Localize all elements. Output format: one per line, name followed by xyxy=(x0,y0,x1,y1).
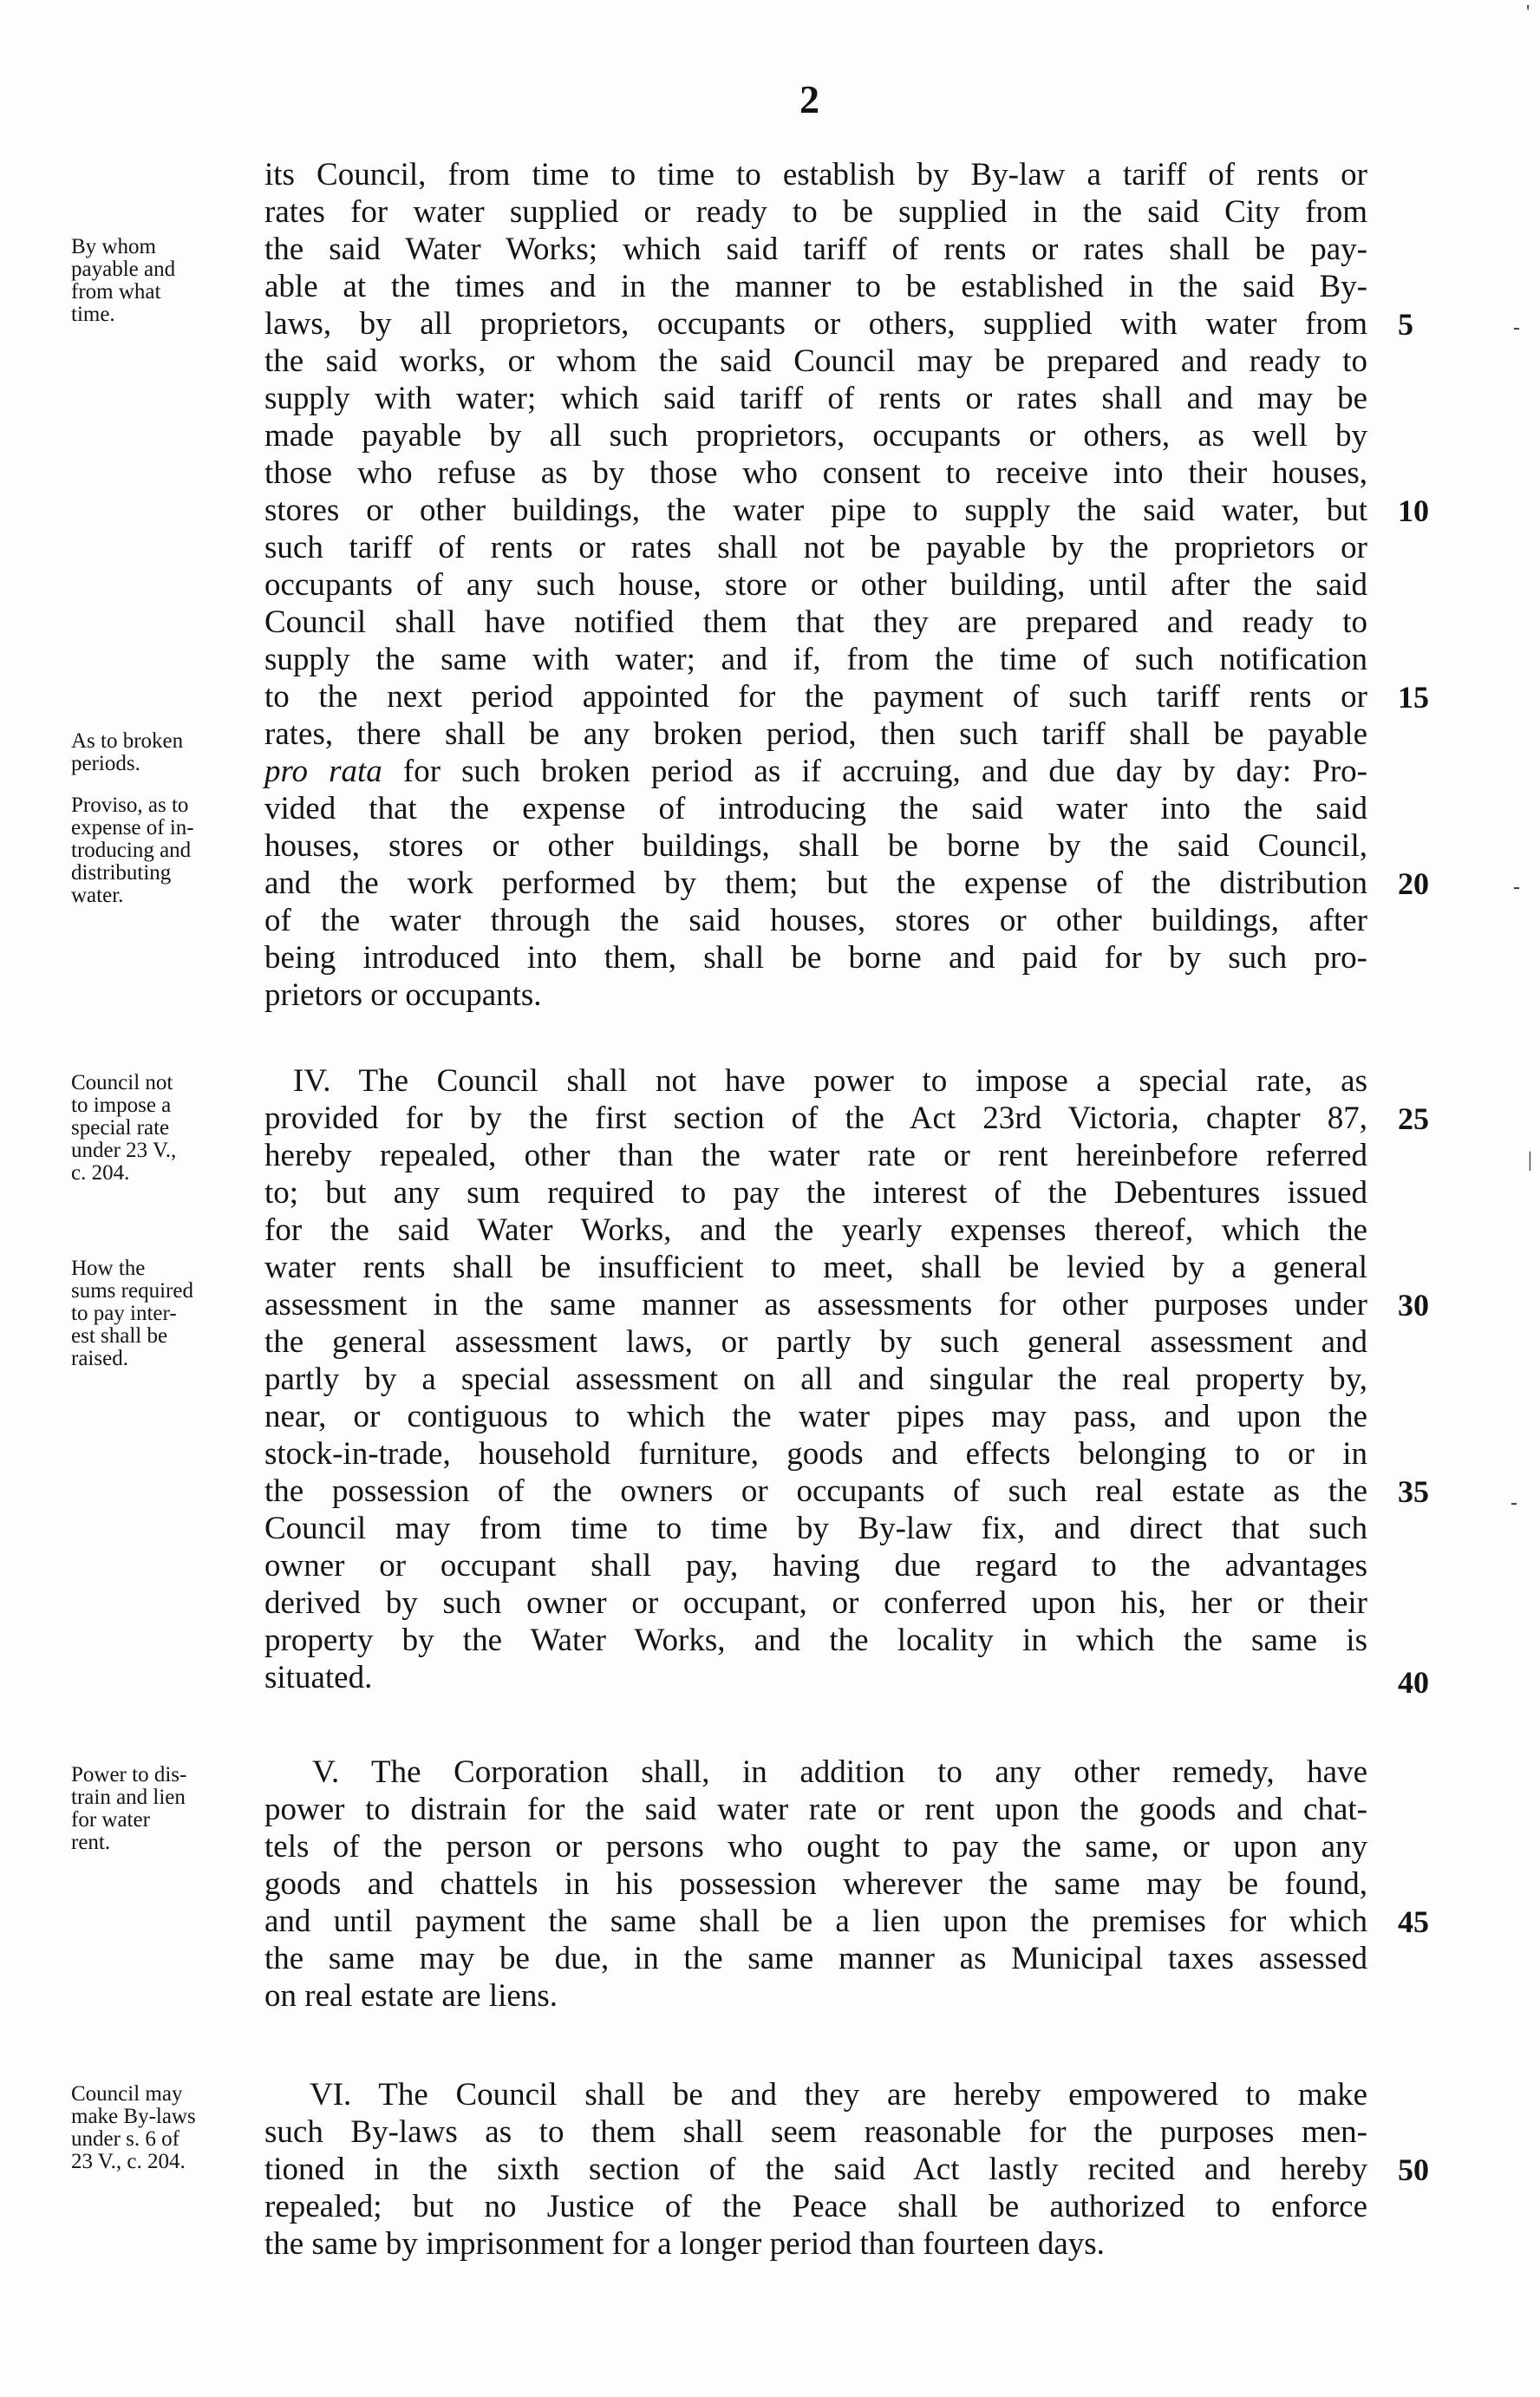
section-vi-first-line: VI. The Council shall be and they are hereby empowered to make xyxy=(310,2077,1367,2113)
margin-note-line: special rate xyxy=(71,1116,170,1140)
body-line: and the work performed by them; but the expense of the distribution xyxy=(264,865,1367,901)
body-line: rates for water supplied or ready to be supplied in the said City from xyxy=(264,194,1367,230)
body-line: such tariff of rents or rates shall not be payable by the proprietors or xyxy=(264,530,1367,565)
body-line: partly by a special assessment on all and singular the real property by, xyxy=(264,1362,1367,1397)
line-number: 50 xyxy=(1398,2152,1429,2187)
line-number: 5 xyxy=(1398,307,1413,342)
margin-note-line: 23 V., c. 204. xyxy=(71,2150,186,2173)
body-line: the said Water Works; which said tariff of rents or rates shall be pay- xyxy=(264,232,1367,267)
line-number: 25 xyxy=(1398,1101,1429,1136)
line-number: 30 xyxy=(1398,1288,1429,1323)
body-line: such By-laws as to them shall seem reasonable for the purposes men- xyxy=(264,2114,1367,2150)
body-line: property by the Water Works, and the locality in which the same is xyxy=(264,1623,1367,1658)
print-speck: - xyxy=(1513,317,1520,339)
margin-note-line: raised. xyxy=(71,1347,128,1370)
section-iv-first-line: IV. The Council shall not have power to impose a special rate, as xyxy=(293,1063,1367,1099)
body-line: for the said Water Works, and the yearly expenses thereof, which the xyxy=(264,1212,1367,1248)
margin-note-special-rate xyxy=(71,1072,253,1185)
margin-note-line: est shall be xyxy=(71,1324,168,1348)
body-line: Council shall have notified them that they are prepared and ready to xyxy=(264,604,1367,640)
line-number: 20 xyxy=(1398,866,1429,901)
body-line: repealed; but no Justice of the Peace shall be authorized to enforce xyxy=(264,2189,1367,2224)
margin-note-line: Council may xyxy=(71,2082,183,2106)
margin-note-line: troducing and xyxy=(71,839,192,862)
margin-note-by-whom xyxy=(71,236,253,326)
body-line: those who refuse as by those who consent to receive into their houses, xyxy=(264,455,1367,491)
print-speck: - xyxy=(1513,876,1520,898)
line-number: 15 xyxy=(1398,680,1429,715)
body-line: goods and chattels in his possession wherever the same may be found, xyxy=(264,1866,1367,1902)
margin-note-line: expense of in- xyxy=(71,816,194,839)
body-line: to the next period appointed for the payment of such tariff rents or xyxy=(264,679,1367,715)
margin-note-line: Proviso, as to xyxy=(71,794,189,817)
body-line: derived by such owner or occupant, or conferred upon his, her or their xyxy=(264,1585,1367,1621)
body-line: rates, there shall be any broken period, then such tariff shall be payable xyxy=(264,716,1367,752)
margin-note-sums-raised xyxy=(71,1257,253,1370)
margin-note-line: to pay inter- xyxy=(71,1302,177,1325)
body-line: supply with water; which said tariff of rents or rates shall and may be xyxy=(264,381,1367,416)
print-speck: - xyxy=(1511,1492,1517,1514)
body-line: assessment in the same manner as assessments for other purposes under xyxy=(264,1287,1367,1323)
body-line: pro rata for such broken period as if accruing, and due day by day: Pro- xyxy=(264,754,1367,789)
margin-note-line: under 23 V., xyxy=(71,1139,177,1162)
margin-note-distrain xyxy=(71,1764,253,1854)
print-speck: | xyxy=(1528,1149,1532,1172)
body-line: the same may be due, in the same manner as Municipal taxes assessed xyxy=(264,1941,1367,1976)
body-line: being introduced into them, shall be borne and paid for by such pro- xyxy=(264,940,1367,976)
margin-note-line: Power to dis- xyxy=(71,1763,187,1786)
print-speck: ' xyxy=(1526,2,1530,24)
margin-note-line: How the xyxy=(71,1257,146,1280)
body-line: power to distrain for the said water rate or rent upon the goods and chat- xyxy=(264,1792,1367,1827)
body-line: of the water through the said houses, stores or other buildings, after xyxy=(264,903,1367,938)
body-line: occupants of any such house, store or other building, until after the said xyxy=(264,567,1367,603)
margin-note-line: rent. xyxy=(71,1831,111,1854)
margin-note-proviso xyxy=(71,794,253,907)
body-line: tioned in the sixth section of the said Act lastly recited and hereby xyxy=(264,2152,1367,2187)
margin-note-line: under s. 6 of xyxy=(71,2127,179,2151)
body-line: the said works, or whom the said Council may be prepared and ready to xyxy=(264,343,1367,379)
body-line: laws, by all proprietors, occupants or others, supplied with water from xyxy=(264,306,1367,342)
margin-note-line: By whom xyxy=(71,235,156,258)
margin-note-broken-periods xyxy=(71,730,253,775)
margin-note-line: to impose a xyxy=(71,1094,172,1117)
body-line: stock-in-trade, household furniture, goods and effects belonging to or in xyxy=(264,1436,1367,1472)
body-line: houses, stores or other buildings, shall be borne by the said Council, xyxy=(264,828,1367,864)
body-line: near, or contiguous to which the water pipes may pass, and upon the xyxy=(264,1399,1367,1434)
body-line: provided for by the first section of the Act 23rd Victoria, chapter 87, xyxy=(264,1101,1367,1136)
margin-note-line: train and lien xyxy=(71,1786,186,1809)
body-line: owner or occupant shall pay, having due regard to the advantages xyxy=(264,1548,1367,1584)
margin-note-line: from what xyxy=(71,280,161,304)
margin-note-line: water. xyxy=(71,884,124,907)
body-line: the possession of the owners or occupants of such real estate as the xyxy=(264,1473,1367,1509)
body-line: Council may from time to time by By-law fix, and direct that such xyxy=(264,1511,1367,1546)
body-line: made payable by all such proprietors, occupants or others, as well by xyxy=(264,418,1367,454)
line-number: 45 xyxy=(1398,1904,1429,1939)
body-line: water rents shall be insufficient to meet, shall be levied by a general xyxy=(264,1250,1367,1285)
section-v-first-line: V. The Corporation shall, in addition to any other remedy, have xyxy=(312,1754,1367,1790)
body-line: situated. xyxy=(264,1660,373,1695)
body-line: and until payment the same shall be a lien upon the premises for which xyxy=(264,1904,1367,1939)
line-number: 10 xyxy=(1398,493,1429,528)
margin-note-line: sums required xyxy=(71,1279,193,1303)
body-line: prietors or occupants. xyxy=(264,977,542,1013)
body-line: tels of the person or persons who ought to pay the same, or upon any xyxy=(264,1829,1367,1865)
margin-note-line: Council not xyxy=(71,1071,173,1094)
body-line: able at the times and in the manner to be established in the said By- xyxy=(264,269,1367,304)
margin-note-line: for water xyxy=(71,1808,150,1832)
body-line: the same by imprisonment for a longer period than fourteen days. xyxy=(264,2226,1105,2262)
margin-note-line: periods. xyxy=(71,752,140,775)
line-number: 40 xyxy=(1398,1665,1429,1700)
body-line: the general assessment laws, or partly by such general assessment and xyxy=(264,1324,1367,1360)
body-line: stores or other buildings, the water pipe to supply the said water, but xyxy=(264,493,1367,528)
margin-note-line: time. xyxy=(71,303,115,326)
margin-note-by-laws xyxy=(71,2083,253,2173)
body-line: to; but any sum required to pay the interest of the Debentures issued xyxy=(264,1175,1367,1211)
body-line: on real estate are liens. xyxy=(264,1978,558,2014)
body-line: supply the same with water; and if, from the time of such notification xyxy=(264,642,1367,677)
body-line: its Council, from time to time to establish by By-law a tariff of rents or xyxy=(264,157,1367,193)
body-line: vided that the expense of introducing the said water into the said xyxy=(264,791,1367,826)
margin-note-line: c. 204. xyxy=(71,1161,130,1185)
margin-note-line: make By-laws xyxy=(71,2105,196,2128)
margin-note-line: payable and xyxy=(71,258,176,281)
line-number: 35 xyxy=(1398,1474,1429,1509)
margin-note-line: distributing xyxy=(71,861,172,885)
body-line: hereby repealed, other than the water rate or rent hereinbefore referred xyxy=(264,1138,1367,1173)
page-number: 2 xyxy=(799,77,819,121)
margin-note-line: As to broken xyxy=(71,729,184,753)
